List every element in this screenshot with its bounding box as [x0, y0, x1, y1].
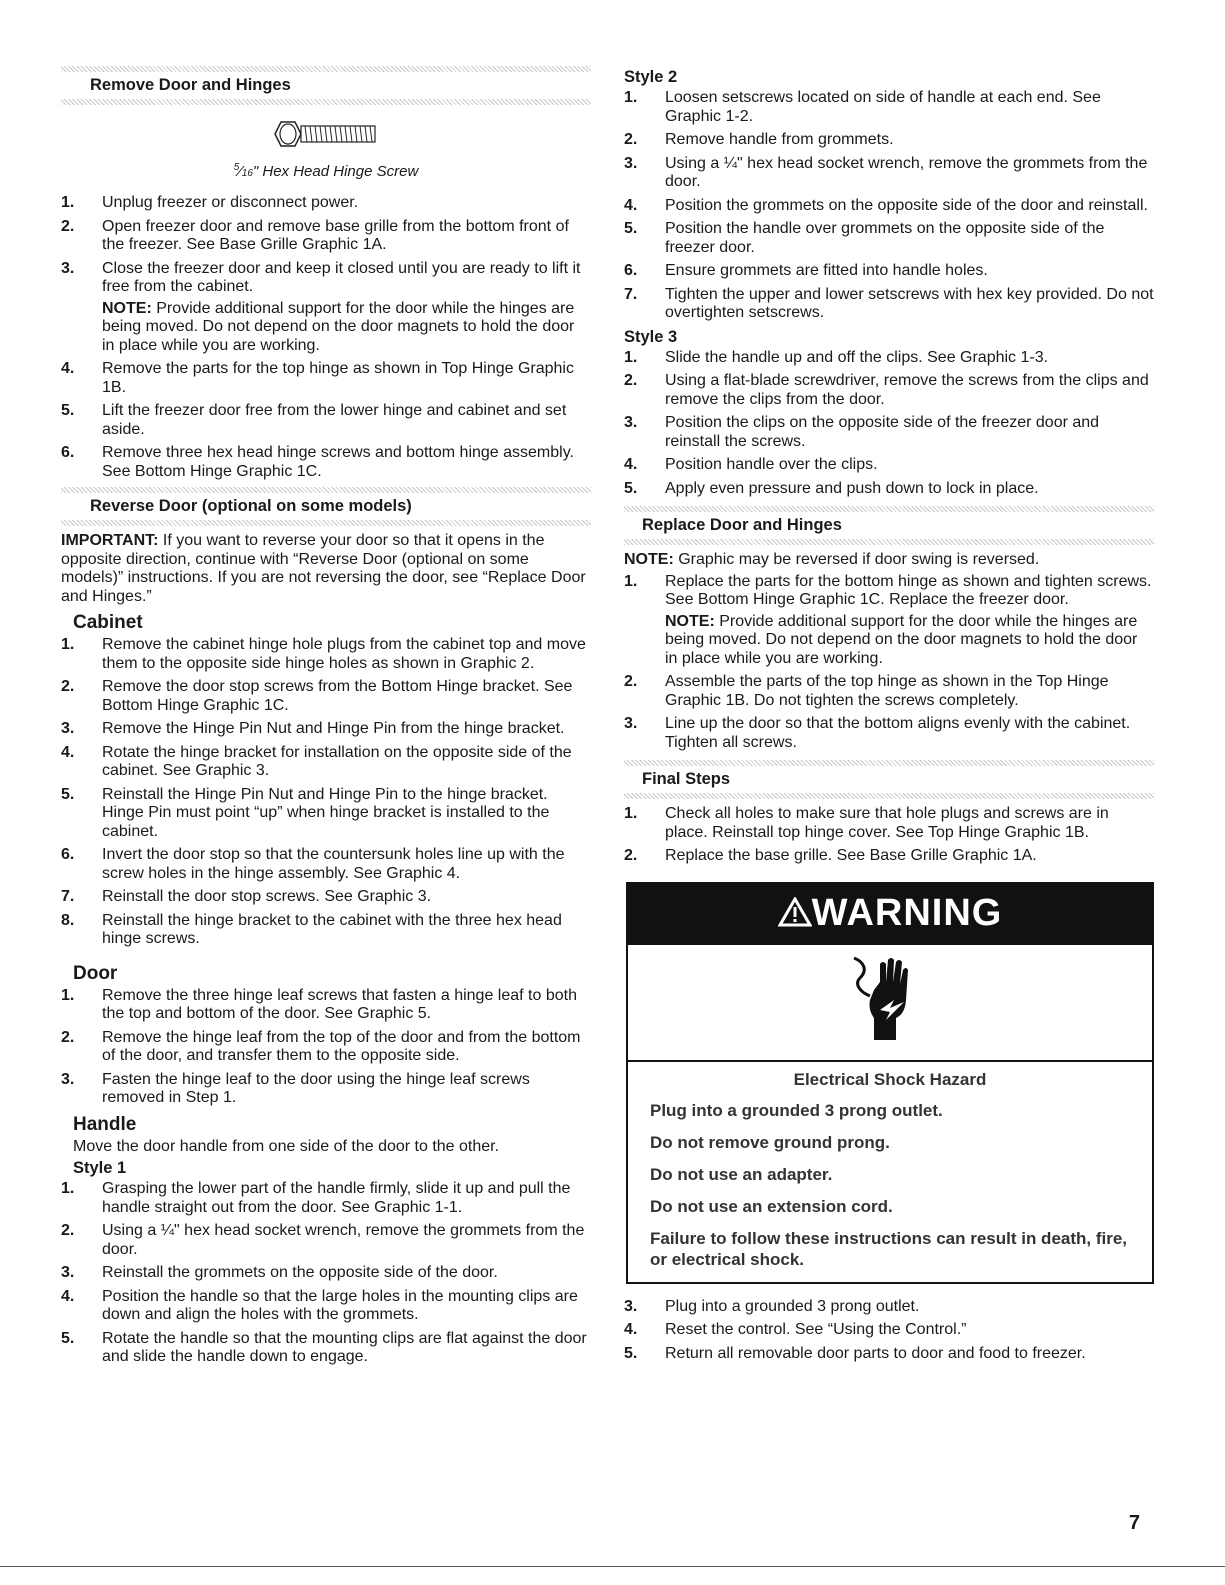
warning-line: Do not use an extension cord. [650, 1196, 893, 1216]
list-item: 5. Return all removable door parts to door and food to freezer. [624, 1344, 1086, 1362]
list-item: 3. Plug into a grounded 3 prong outlet. [624, 1297, 920, 1315]
hex-head-screw-icon [271, 117, 381, 151]
final-steps-header [624, 760, 1154, 799]
list-item: 3. Using a ¼" hex head socket wrench, remove the grommets from the door. [624, 154, 1148, 190]
fraction-denominator: 16 [241, 168, 253, 179]
list-item: 3. Reinstall the grommets on the opposite side of the door. [61, 1264, 498, 1281]
warning-triangle-icon [778, 897, 812, 927]
reverse-door-header [61, 487, 591, 526]
bottom-divider [0, 1566, 1225, 1567]
page-number: 7 [1128, 1512, 1140, 1534]
warning-line: Do not use an adapter. [650, 1164, 833, 1184]
divider [624, 539, 1154, 545]
list-item: 4. Reset the control. See “Using the Control.” [624, 1321, 967, 1338]
list-item: 2. Replace the base grille. See Base Grille Graphic 1A. [624, 847, 1037, 864]
door-heading: Door [73, 962, 118, 984]
cabinet-heading: Cabinet [73, 612, 143, 633]
important-paragraph: IMPORTANT: If you want to reverse your door so that it opens in the opposite direction, continue with “Reverse Door (optional on some models)” instructions. If you are not reversing the door, see “Replace Door and Hinges.” [61, 532, 586, 605]
list-item: 5. Position the handle over grommets on the opposite side of the freezer door. [624, 220, 1105, 256]
section-title: Final Steps [642, 770, 731, 788]
list-item: 2. Assemble the parts of the top hinge as shown in the Top Hinge Graphic 1B. Do not tighten the screws completely. [624, 673, 1109, 709]
remove-door-steps [61, 194, 591, 481]
replace-door-header [624, 506, 1154, 545]
list-item: 5. Lift the freezer door free from the lower hinge and cabinet and set aside. [61, 402, 567, 438]
note: NOTE: Provide additional support for the door while the hinges are being moved. Do not depend on the door magnets to hold the door in place while you are working. [665, 612, 1138, 667]
replace-note: NOTE: Graphic may be reversed if door swing is reversed. [624, 551, 1040, 568]
section-title: Remove Door and Hinges [90, 76, 291, 94]
list-item: 3. Fasten the hinge leaf to the door using the hinge leaf screws removed in Step 1. [61, 1070, 530, 1106]
style-2-heading: Style 2 [624, 68, 678, 86]
warning-box [626, 882, 1154, 1284]
list-item: 6. Invert the door stop so that the countersunk holes line up with the screw holes in the hinge assembly. See Graphic 4. [61, 846, 565, 882]
door-steps [61, 987, 591, 1108]
replace-steps [624, 573, 1154, 753]
figure-caption: $^5$⁄16" Hex Head Hinge Screw [233, 162, 419, 180]
list-item: 1. Remove the cabinet hinge hole plugs from the cabinet top and move them to the opposite side hinge holes as shown in Graphic 2. [61, 636, 586, 672]
caption-text: " Hex Head Hinge Screw [252, 163, 419, 180]
warning-body [628, 1062, 1152, 1282]
handle-heading: Handle [73, 1113, 137, 1135]
warning-line: Failure to follow these instructions can result in death, fire, or electrical shock. [650, 1228, 1128, 1269]
style-1-steps [61, 1180, 591, 1367]
divider [61, 520, 591, 526]
list-item: 3. Line up the door so that the bottom aligns evenly with the cabinet. Tighten all screws. [624, 715, 1131, 751]
list-item: 7. Reinstall the door stop screws. See Graphic 3. [61, 888, 432, 905]
section-title: Replace Door and Hinges [642, 516, 842, 534]
list-item: 5. Rotate the handle so that the mounting clips are flat against the door and slide the handle down to engage. [61, 1329, 587, 1365]
style-3-heading: Style 3 [624, 327, 678, 346]
list-item: 1. Check all holes to make sure that hole plugs and screws are in place. Reinstall top hinge cover. See Top Hinge Graphic 1B. [624, 805, 1109, 841]
style-2-steps [624, 89, 1154, 323]
list-item: 1. Loosen setscrews located on side of handle at each end. See Graphic 1-2. [624, 89, 1101, 125]
list-item: 1. Replace the parts for the bottom hinge as shown and tighten screws. See Bottom Hinge Graphic 1C. Replace the freezer door. NOTE: Provide additional support for the door while the hinges are being moved. Do not depend on the door magnets to hold the door in place while you are working. [624, 573, 1154, 669]
style-1-heading: Style 1 [73, 1159, 127, 1177]
warning-label: WARNING [811, 891, 1003, 934]
left-column [61, 66, 591, 1372]
fraction-numerator: 5 [233, 162, 240, 173]
style-3-steps [624, 349, 1154, 499]
warning-line: Plug into a grounded 3 prong outlet. [650, 1100, 943, 1120]
electrical-shock-icon [628, 945, 1152, 1062]
list-item: 2. Remove the door stop screws from the Bottom Hinge bracket. See Bottom Hinge Graphic 1C. [61, 678, 573, 714]
list-item: 6. Remove three hex head hinge screws and bottom hinge assembly. See Bottom Hinge Graphic 1C. [61, 444, 574, 480]
final-steps [624, 805, 1154, 866]
section-title: Reverse Door (optional on some models) [90, 497, 412, 515]
list-item: 4. Remove the parts for the top hinge as shown in Top Hinge Graphic 1B. [61, 360, 574, 396]
handle-intro: Move the door handle from one side of the door to the other. [73, 1137, 500, 1155]
warning-title: Electrical Shock Hazard [793, 1069, 987, 1089]
divider [61, 99, 591, 105]
right-column [624, 66, 1154, 1368]
hinge-screw-figure [61, 117, 591, 156]
list-item: 2. Open freezer door and remove base grille from the bottom front of the freezer. See Base Grille Graphic 1A. [61, 217, 569, 253]
list-item: 4. Position the handle so that the large holes in the mounting clips are down and align the holes with the grommets. [61, 1287, 578, 1323]
list-item: 1. Slide the handle up and off the clips. See Graphic 1-3. [624, 348, 1049, 366]
list-item: 5. Reinstall the Hinge Pin Nut and Hinge Pin to the hinge bracket. Hinge Pin must point “up” when hinge bracket is installed to the cabinet. [61, 785, 550, 840]
remove-door-header [61, 66, 591, 105]
list-item: 4. Position handle over the clips. [624, 456, 878, 473]
list-item: 3. Close the freezer door and keep it closed until you are ready to lift it free from the cabinet. NOTE: Provide additional support for the door while the hinges are being moved. Do not depend on the door magnets to hold the door in place while you are working. [61, 260, 591, 356]
divider [624, 793, 1154, 799]
note: NOTE: Provide additional support for the door while the hinges are being moved. Do not depend on the door magnets to hold the door in place while you are working. [102, 299, 575, 354]
final-steps-continued [624, 1298, 1154, 1364]
list-item: 1. Remove the three hinge leaf screws that fasten a hinge leaf to both the top and bottom of the door. See Graphic 5. [61, 986, 577, 1022]
list-item: 2. Using a flat-blade screwdriver, remove the screws from the clips and remove the clips from the door. [624, 372, 1149, 408]
list-item: 2. Remove handle from grommets. [624, 131, 894, 148]
list-item: 5. Apply even pressure and push down to lock in place. [624, 479, 1039, 497]
cabinet-steps [61, 636, 591, 949]
list-item: 4. Rotate the hinge bracket for installation on the opposite side of the cabinet. See Graphic 3. [61, 743, 572, 779]
warning-line: Do not remove ground prong. [650, 1132, 890, 1152]
list-item: 6. Ensure grommets are fitted into handle holes. [624, 262, 988, 279]
list-item: 8. Reinstall the hinge bracket to the cabinet with the three hex head hinge screws. [61, 911, 562, 947]
warning-header [628, 884, 1152, 945]
list-item: 2. Using a ¼" hex head socket wrench, remove the grommets from the door. [61, 1222, 585, 1258]
list-item: 1. Grasping the lower part of the handle firmly, slide it up and pull the handle straight out from the door. See Graphic 1-1. [61, 1180, 571, 1216]
list-item: 7. Tighten the upper and lower setscrews with hex key provided. Do not overtighten setscrews. [624, 285, 1154, 321]
list-item: 2. Remove the hinge leaf from the top of the door and from the bottom of the door, and transfer them to the opposite side. [61, 1028, 581, 1064]
list-item: 3. Remove the Hinge Pin Nut and Hinge Pin from the hinge bracket. [61, 720, 565, 737]
list-item: 4. Position the grommets on the opposite side of the door and reinstall. [624, 196, 1148, 214]
list-item: 3. Position the clips on the opposite side of the freezer door and reinstall the screws. [624, 414, 1100, 450]
list-item: 1. Unplug freezer or disconnect power. [61, 194, 359, 211]
